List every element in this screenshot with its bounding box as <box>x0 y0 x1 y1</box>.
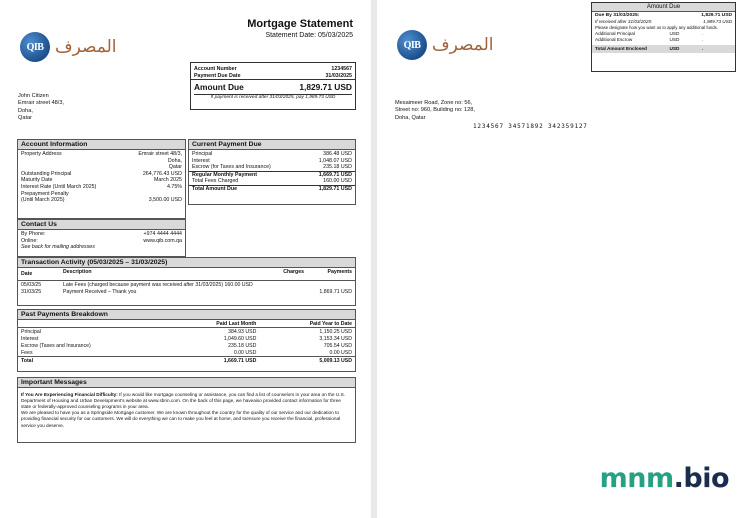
outstanding-label: Outstanding Principal <box>21 170 72 177</box>
escrow-value: 235.18 USD <box>323 164 352 171</box>
current-payment-box <box>188 139 356 205</box>
total-enclosed-label: Total Amount Enclosed <box>595 46 647 52</box>
currency-unit: USD <box>669 37 680 43</box>
qib-logo-icon: QIB <box>20 32 50 62</box>
col-charges: Charges <box>283 268 304 275</box>
additional-escrow-field[interactable]: . <box>702 37 704 43</box>
fees-label: Total Fees Charged <box>192 178 239 185</box>
outstanding-value: 264,776.43 USD <box>142 170 182 177</box>
online-label: Online: <box>21 237 38 244</box>
account-label: Account Number <box>194 66 237 72</box>
bank-logo-coupon <box>397 30 493 60</box>
amount-due-value: 1,829.71 USD <box>299 82 352 93</box>
tx-payment <box>307 281 355 289</box>
transaction-box <box>17 257 356 306</box>
currency-unit: USD <box>669 31 680 37</box>
summary-box <box>190 62 356 110</box>
website-link[interactable]: www.qib.com.qa <box>143 237 182 244</box>
addressee <box>18 93 64 122</box>
table-row <box>18 281 355 289</box>
past-payments-title: Past Payments Breakdown <box>18 310 355 320</box>
additional-principal-field[interactable]: . <box>702 31 704 37</box>
important-messages-box <box>17 377 356 443</box>
tx-date: 31/03/25 <box>21 288 42 295</box>
col-date: Date <box>21 271 33 277</box>
table-row <box>18 288 355 295</box>
current-payment-title: Current Payment Due <box>189 140 355 150</box>
phone-label: By Phone: <box>21 231 46 237</box>
table-row: Principal 384.93 USD 1,150.25 USD <box>21 328 352 335</box>
account-info-title: Account Information <box>18 140 185 150</box>
coupon-late-value: 1,989.73 USD <box>703 19 732 25</box>
bank-arabic-name: المصرف <box>432 35 494 55</box>
additional-escrow-label: Additional Escrow <box>595 37 633 43</box>
qib-logo-icon: QIB <box>397 30 427 60</box>
remit-line1: Mesaimeer Road, Zone no: 56, <box>395 100 473 106</box>
statement-page-front <box>0 0 371 518</box>
escrow-label: Escrow (for Taxes and Insurance) <box>192 164 271 171</box>
message-paragraph-1: If You Are Experiencing Financial Difficulty: If you would like mortgage counseling or assistance, you can find a list of counselors in your area on the U.S. Department of Housing and Urban Development's website at www.sbnn.com. On the back of this page, we haveaiso provided contact information for three state or federally-approved counseling programs in your area. <box>21 392 346 410</box>
tx-description: Late Fees (charged because payment was received after 31/03/2025) 160.00 USD <box>63 281 253 288</box>
coupon-due-value: 1,829.71 USD <box>701 13 732 18</box>
mailing-note: See back for mailing addresses <box>21 244 95 251</box>
regular-payment-value: 1,669.71 USD <box>318 171 352 178</box>
messages-title: Important Messages <box>18 378 355 388</box>
penalty-value: 3,500.00 USD <box>148 197 182 204</box>
tx-description: Payment Received – Thank you <box>63 288 137 295</box>
property-label: Property Address <box>21 151 62 157</box>
coupon-title: Amount Due <box>592 3 735 12</box>
bank-arabic-name: المصرف <box>55 37 117 57</box>
table-row: Interest 1,049.60 USD 3,153.34 USD <box>21 335 352 342</box>
addressee-line3: Qatar <box>18 114 32 121</box>
interest-label: Interest <box>192 157 210 164</box>
remit-line3: Doha, Qatar <box>395 114 426 121</box>
total-enclosed-field[interactable]: . <box>702 46 704 52</box>
due-date-value: 31/03/2025 <box>325 72 352 79</box>
contact-title: Contact Us <box>18 220 185 230</box>
col-description: Description <box>63 268 92 275</box>
statement-page-coupon <box>377 0 743 518</box>
fees-value: 160.00 USD <box>323 178 352 185</box>
watermark-part1: mnm <box>599 463 674 494</box>
watermark-part2: .bio <box>673 463 729 494</box>
transaction-header-row <box>18 268 355 281</box>
penalty-sub: (Until March 2025) <box>21 197 65 204</box>
amount-due-coupon <box>591 2 736 72</box>
bank-logo <box>20 32 116 62</box>
table-row: Escrow (Taxes and Insurance) 235.18 USD 705.54 USD <box>21 342 352 349</box>
tx-charge <box>267 288 307 295</box>
addressee-line2: Doha, <box>18 107 33 114</box>
col-payments: Payments <box>327 268 352 275</box>
past-total-row: Total 1,669.71 USD 5,009.13 USD <box>21 357 352 364</box>
past-header-row <box>18 320 355 328</box>
rate-value: 4.75% <box>166 184 182 191</box>
addressee-name: John Citizen <box>18 93 49 99</box>
watermark <box>600 463 729 494</box>
additional-principal-label: Additional Principal <box>595 31 635 37</box>
property-value: Emrair street 48/3, Doha, Qatar <box>138 151 182 171</box>
table-row: Fees 0.00 USD 0.00 USD <box>18 349 355 357</box>
transaction-title: Transaction Activity (05/03/2025 – 31/03/2025) <box>18 258 355 268</box>
maturity-value: March 2025 <box>154 177 182 184</box>
remit-line2: Street no: 960, Building no: 128, <box>395 107 475 114</box>
coupon-due-label: Due By 31/03/2025: <box>595 13 640 18</box>
col-paid-ytd: Paid Year to Date <box>309 320 352 327</box>
amount-due-label: Amount Due <box>194 82 244 93</box>
currency-unit: USD <box>669 46 680 52</box>
past-payments-table <box>18 320 355 364</box>
due-date-label: Payment Due Date <box>194 72 241 79</box>
message-paragraph-2: We are pleased to have you as a Springside Mortgage customer. We are known throughout the country for the quality of our service and our dedication to providing financial security for our customers. We will do everything we can to make you feel at home, and toensure you receive the financial, professional service you deserve. <box>21 410 341 428</box>
tx-date: 05/03/25 <box>21 281 42 288</box>
remittance-address <box>395 100 475 122</box>
interest-value: 1,048.07 USD <box>318 157 352 164</box>
tx-payment: 1,869.71 USD <box>319 288 352 295</box>
transaction-table <box>18 268 355 295</box>
contact-box <box>17 219 186 257</box>
total-due-value: 1,829.71 USD <box>318 186 352 193</box>
statement-title: Mortgage Statement <box>247 18 353 30</box>
rate-label: Interest Rate (Until March 2025) <box>21 184 97 191</box>
micr-line: 1234567 34571892 342359127 <box>473 123 588 130</box>
account-value: 1234567 <box>331 66 352 72</box>
maturity-label: Maturity Date <box>21 177 53 184</box>
statement-date: Statement Date: 05/03/2025 <box>265 32 353 39</box>
total-due-label: Total Amount Due <box>192 186 238 193</box>
principal-value: 386.48 USD <box>323 151 352 157</box>
col-paid-last-month: Paid Last Month <box>216 320 257 327</box>
phone-value[interactable]: +974 4444 4444 <box>143 231 182 237</box>
past-payments-box <box>17 309 356 372</box>
principal-label: Principal <box>192 151 213 157</box>
penalty-label: Prepayment Penalty <box>21 190 69 197</box>
account-info-box <box>17 139 186 219</box>
addressee-line1: Emrair street 48/3, <box>18 100 65 107</box>
coupon-note: Please designate how you want us to apply any additional funds. <box>595 24 719 30</box>
late-payment-note: If payment is received after 31/03/2025, pay 1,989.73 USD <box>194 94 352 101</box>
regular-payment-label: Regular Monthly Payment <box>192 171 258 178</box>
coupon-late-label: If received after 31/03/2025: <box>595 19 653 25</box>
